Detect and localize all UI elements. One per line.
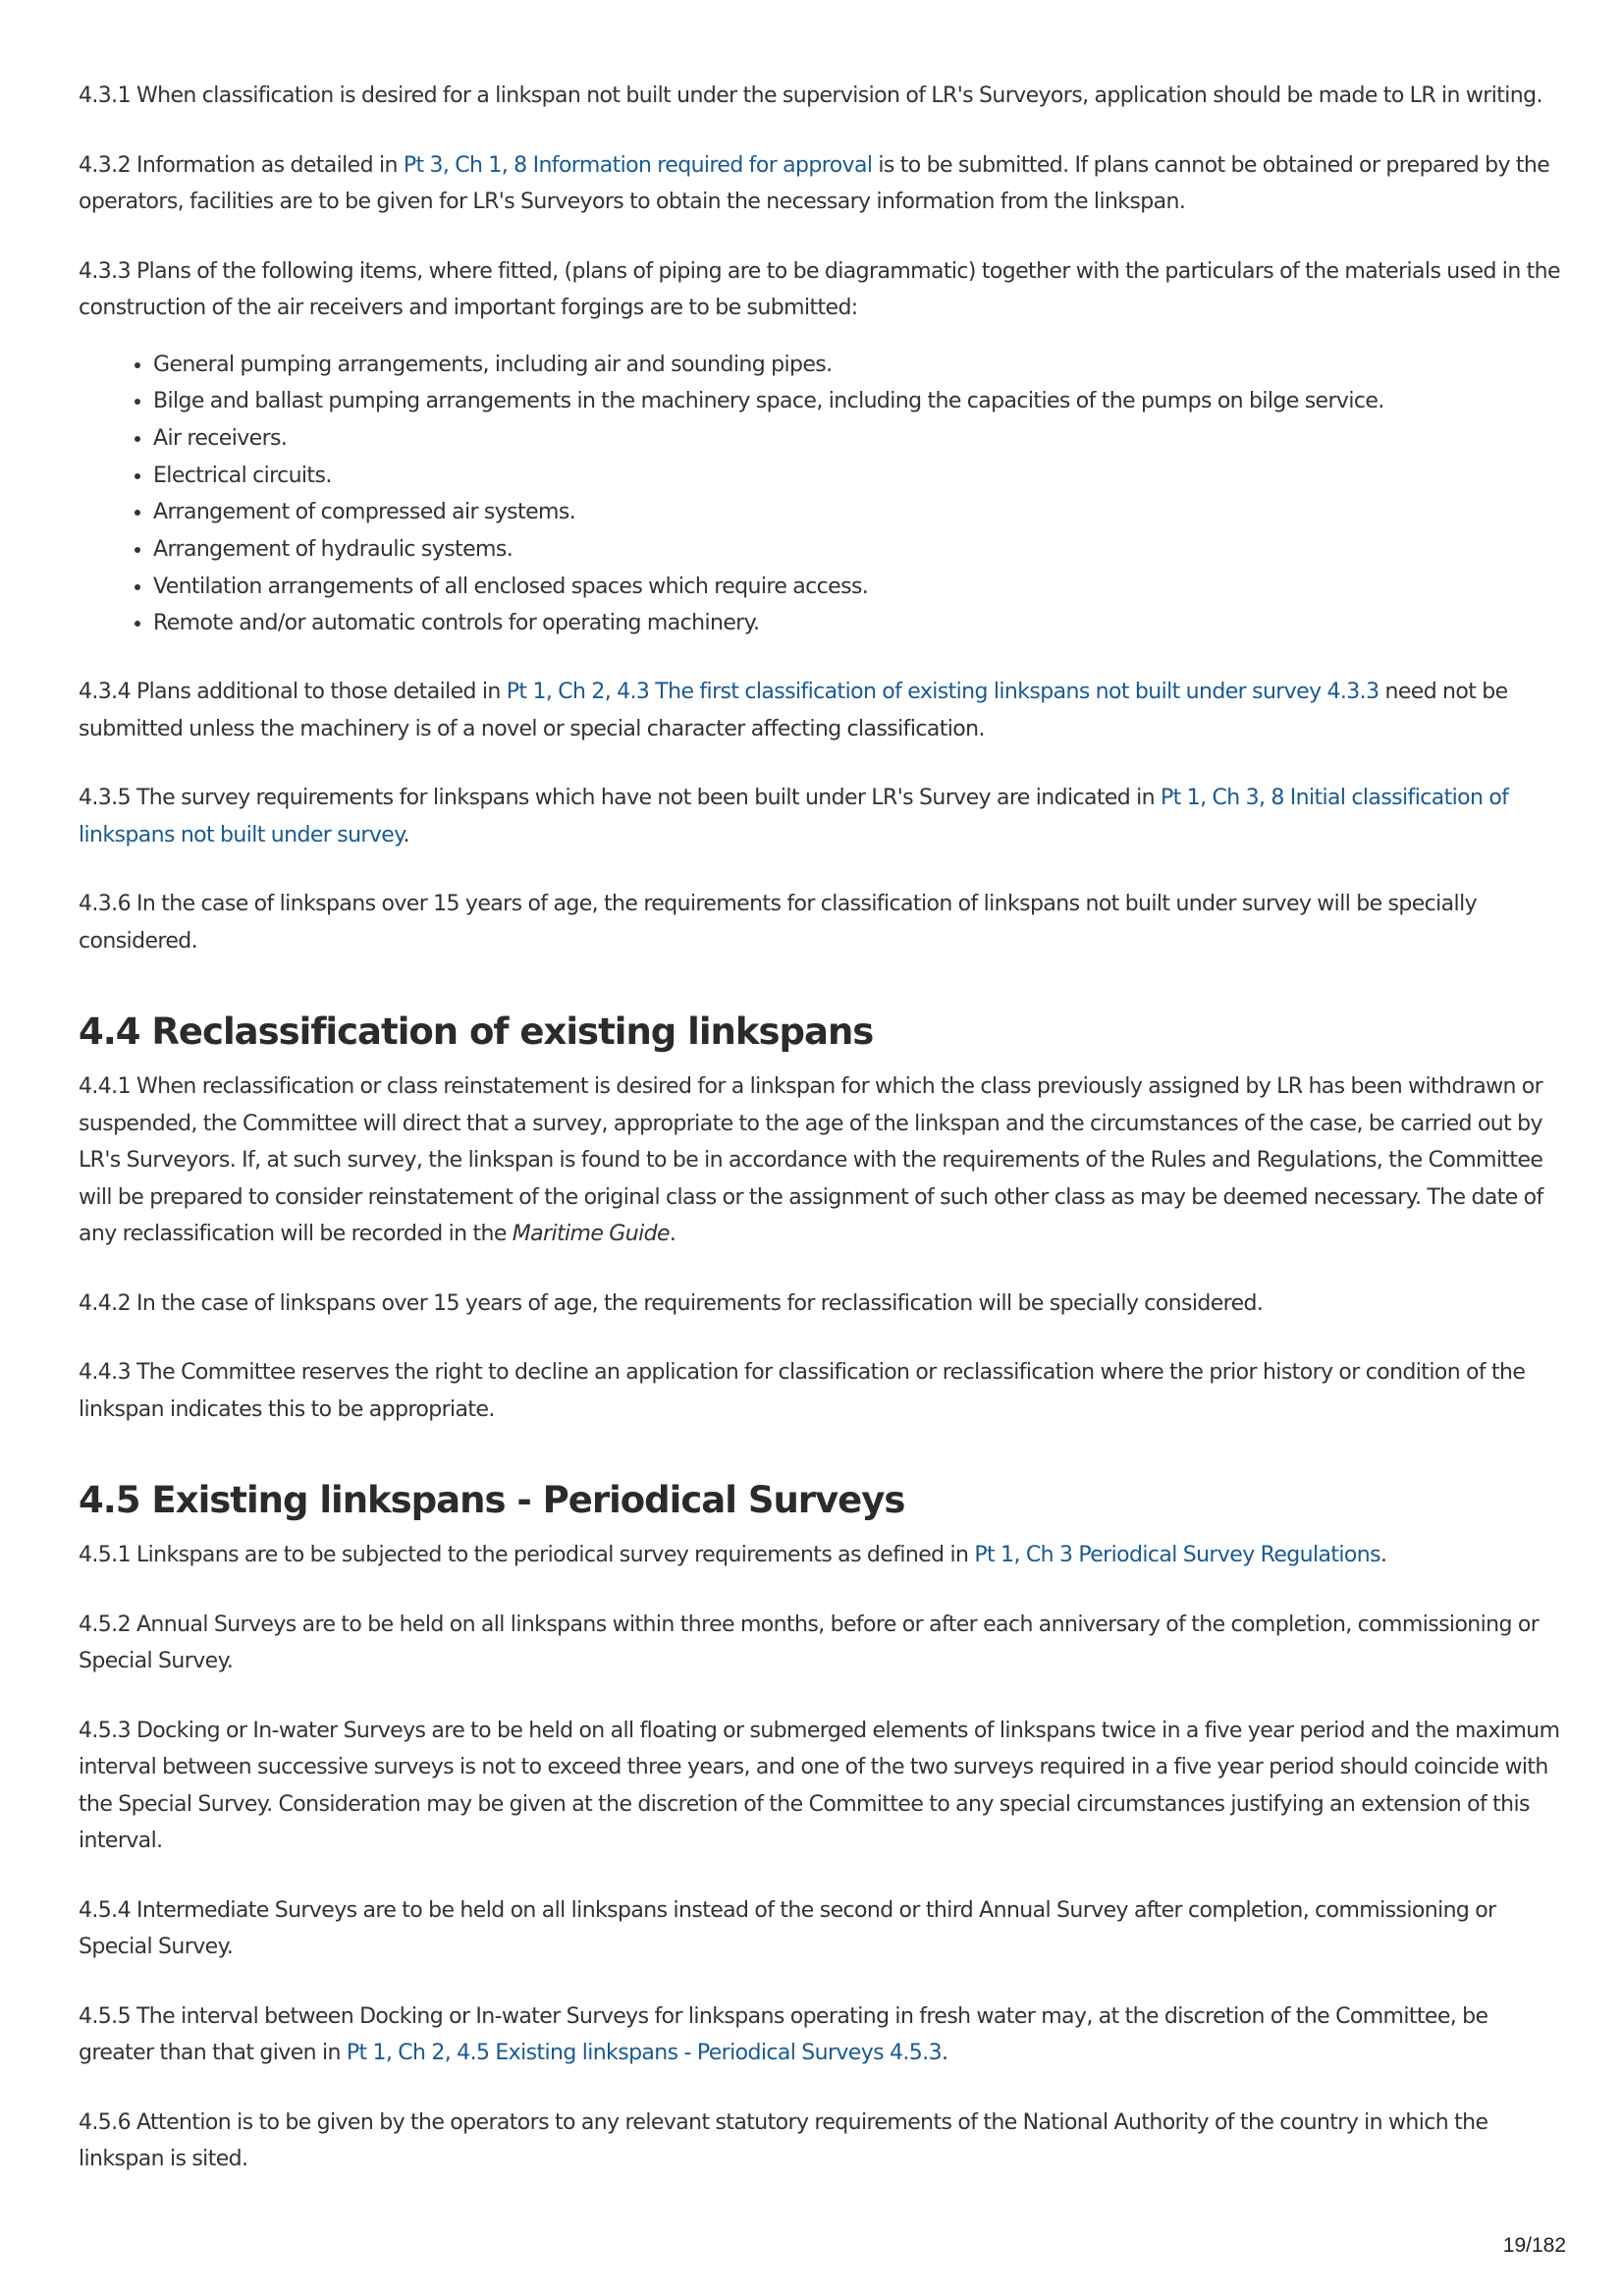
para-4-4-2: 4.4.2 In the case of linkspans over 15 years of age, the requirements for reclassification will be specially considered. (79, 1290, 1264, 1316)
list-item: • Remote and/or automatic controls for operating machinery. (153, 605, 1561, 642)
para-4-4-1-post: . (669, 1222, 676, 1247)
para-4-3-6: 4.3.6 In the case of linkspans over 15 years of age, the requirements for classification of linkspans not built under survey will be specially considered. (79, 892, 1477, 954)
para-4-3-2-pre: 4.3.2 Information as detailed in (79, 152, 404, 178)
para-4-5-3: 4.5.3 Docking or In-water Surveys are to be held on all floating or submerged elements of linkspans twice in a five year period and the maximum interval between successive surveys is not to exceed three years, and one of the two surveys required in a five year period should coincide with the Special Survey. Consideration may be given at the discretion of the Committee to any special circumstances justifying an extension of this interval. (79, 1718, 1560, 1854)
list-item: • Ventilation arrangements of all enclosed spaces which require access. (153, 569, 1561, 606)
para-4-3-2-post: is to be submitted. If plans cannot be obtained or prepared by the operators, facilities are to be given for LR's Surveyors to obtain the necessary information from the linkspan. (79, 152, 1550, 214)
heading-4-4: 4.4 Reclassification of existing linkspans (79, 1011, 874, 1054)
list-item: • Arrangement of hydraulic systems. (153, 531, 1561, 569)
para-4-5-1-post: . (1380, 1543, 1387, 1568)
para-4-3-4-pre: 4.3.4 Plans additional to those detailed in (79, 680, 507, 705)
link-pt3-ch1-8[interactable]: Pt 3, Ch 1, 8 Information required for approval (403, 152, 873, 178)
para-4-5-5-post: . (942, 2041, 948, 2066)
para-4-3-3: 4.3.3 Plans of the following items, where fitted, (plans of piping are to be diagrammatic) together with the particulars of the materials used in the construction of the air receivers and important forgings are to be submitted: (79, 258, 1560, 320)
link-pt1-ch3-8[interactable]: Pt 1, Ch 3, 8 Initial classification of linkspans not built under survey (79, 786, 1509, 847)
para-4-3-5-pre: 4.3.5 The survey requirements for linkspans which have not been built under LR's Survey are indicated in (79, 786, 1162, 811)
para-4-5-1 (79, 1537, 1561, 1574)
para-4-4-1-pre: 4.4.1 When reclassification or class reinstatement is desired for a linkspan for which the class previously assigned by LR has been withdrawn or suspended, the Committee will direct that a survey, appropriate to the age of the linkspan and the circumstances of the case, be carried out by LR's Surveyors. If, at such survey, the linkspan is found to be in accordance with the requirements of the Rules and Regulations, the Committee will be prepared to consider reinstatement of the original class or the assignment of such other class as may be deemed necessary. The date of any reclassification will be recorded in the (79, 1074, 1543, 1247)
maritime-guide-title: Maritime Guide (512, 1222, 670, 1247)
para-4-4-3: 4.4.3 The Committee reserves the right to decline an application for classification or reclassification where the prior history or condition of the linkspan indicates this to be appropriate. (79, 1360, 1526, 1422)
para-4-3-4 (79, 674, 1561, 747)
para-4-5-5-pre: 4.5.5 The interval between Docking or In-water Surveys for linkspans operating in fresh water may, at the discretion of the Committee, be greater than that given in (79, 2003, 1488, 2066)
list-item: • Arrangement of compressed air systems. (153, 494, 1561, 531)
para-4-4-1 (79, 1068, 1561, 1253)
link-pt1-ch2-4-3[interactable]: Pt 1, Ch 2, 4.3 The first classification of existing linkspans not built under survey 4.3.3 (506, 680, 1379, 705)
list-item: • Bilge and ballast pumping arrangements in the machinery space, including the capacities of the pumps on bilge service. (153, 383, 1561, 420)
plan-items-list (79, 347, 1561, 643)
para-4-3-4-post: need not be submitted unless the machinery is of a novel or special character affecting classification. (79, 680, 1508, 741)
list-item: • General pumping arrangements, including air and sounding pipes. (153, 347, 1561, 384)
list-item: • Air receivers. (153, 420, 1561, 458)
link-pt1-ch3[interactable]: Pt 1, Ch 3 Periodical Survey Regulations (974, 1543, 1380, 1568)
link-pt1-ch2-4-5[interactable]: Pt 1, Ch 2, 4.5 Existing linkspans - Periodical Surveys 4.5.3 (346, 2041, 942, 2066)
para-4-5-5 (79, 1998, 1561, 2072)
document-page (79, 78, 1561, 2211)
para-4-5-4: 4.5.4 Intermediate Surveys are to be held on all linkspans instead of the second or third Annual Survey after completion, commissioning or Special Survey. (79, 1897, 1496, 1960)
para-4-5-2: 4.5.2 Annual Surveys are to be held on all linkspans within three months, before or after each anniversary of the completion, commissioning or Special Survey. (79, 1612, 1540, 1674)
para-4-5-1-pre: 4.5.1 Linkspans are to be subjected to the periodical survey requirements as defined in (79, 1543, 975, 1568)
para-4-3-2 (79, 147, 1561, 221)
heading-4-5: 4.5 Existing linkspans - Periodical Surveys (79, 1479, 905, 1522)
para-4-3-1: 4.3.1 When classification is desired for a linkspan not built under the supervision of LR's Surveyors, application should be made to LR in writing. (79, 83, 1542, 108)
para-4-3-5 (79, 780, 1561, 853)
para-4-5-6: 4.5.6 Attention is to be given by the operators to any relevant statutory requirements of the National Authority of the country in which the linkspan is sited. (79, 2109, 1488, 2172)
list-item: • Electrical circuits. (153, 458, 1561, 495)
page-number: 19/182 (1502, 2234, 1566, 2257)
para-4-3-5-post: . (403, 822, 409, 847)
